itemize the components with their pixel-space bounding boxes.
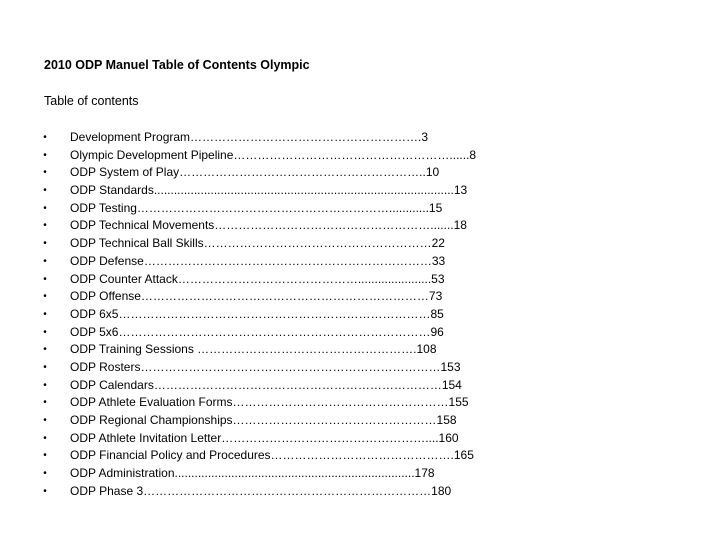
bullet-icon: • — [43, 308, 47, 320]
bullet-icon: • — [43, 485, 47, 497]
toc-entry-text: ODP Offense………………………………………………………………73 — [70, 289, 443, 304]
bullet-icon: • — [43, 149, 47, 161]
bullet-icon: • — [43, 273, 47, 285]
toc-entry-text: ODP System of Play……………………………………………………..10 — [70, 165, 440, 180]
toc-entry — [40, 235, 476, 253]
bullet-icon: • — [43, 185, 47, 197]
toc-entry-text: ODP Athlete Evaluation Forms………………………………………………155 — [70, 395, 469, 410]
toc-entry-text: ODP Financial Policy and Procedures……………………………………….165 — [70, 448, 474, 463]
toc-entry — [40, 412, 476, 430]
toc-entry-text: ODP Defense………………………………………………………………33 — [70, 253, 446, 268]
toc-entry-text: Development Program………………………………………………….3 — [70, 130, 429, 144]
toc-entry-text: ODP Rosters…………………………………………………………………153 — [70, 359, 461, 374]
toc-entry-text: ODP Athlete Invitation Letter……………………………………………....160 — [70, 430, 459, 445]
toc-entry — [40, 430, 476, 448]
toc-entry-text: ODP Counter Attack………………………………………......................53 — [70, 271, 445, 286]
toc-entry-text: ODP Regional Championships……………………………………………158 — [70, 413, 457, 427]
document-title: 2010 ODP Manuel Table of Contents Olympic — [44, 58, 310, 72]
bullet-icon: • — [43, 415, 47, 426]
toc-entry — [40, 253, 476, 271]
toc-entry — [40, 359, 476, 377]
toc-entry — [40, 217, 476, 235]
bullet-icon: • — [43, 379, 47, 391]
toc-entry — [40, 483, 476, 501]
toc-entry — [40, 182, 476, 200]
toc-entry-text: ODP Training Sessions ……………………………………………….108 — [70, 342, 437, 357]
toc-list — [40, 129, 476, 500]
toc-entry — [40, 447, 476, 465]
bullet-icon: • — [43, 167, 47, 179]
toc-entry-text: ODP Standards..........................................................................................13 — [70, 183, 468, 198]
toc-entry-text: ODP Technical Movements……………………………………………….......18 — [70, 218, 467, 233]
bullet-icon: • — [43, 432, 47, 444]
toc-entry — [40, 377, 476, 395]
toc-heading: Table of contents — [44, 94, 139, 108]
toc-entry — [40, 271, 476, 289]
bullet-icon: • — [43, 344, 47, 356]
toc-entry — [40, 465, 476, 483]
toc-entry-text: ODP Phase 3………………………………………………………………180 — [70, 483, 452, 498]
toc-entry — [40, 288, 476, 306]
toc-entry-text: ODP Testing………………………………………………………............15 — [70, 200, 443, 215]
bullet-icon: • — [43, 202, 47, 214]
toc-entry — [40, 164, 476, 182]
toc-entry — [40, 341, 476, 359]
toc-entry — [40, 147, 476, 165]
bullet-icon: • — [43, 326, 47, 338]
toc-entry — [40, 306, 476, 324]
bullet-icon: • — [43, 220, 47, 232]
toc-entry — [40, 200, 476, 218]
bullet-icon: • — [43, 132, 47, 143]
toc-entry-text: ODP Administration........................................................................178 — [70, 466, 435, 481]
toc-entry — [40, 324, 476, 342]
bullet-icon: • — [43, 361, 47, 373]
bullet-icon: • — [43, 255, 47, 267]
bullet-icon: • — [43, 291, 47, 303]
toc-entry — [40, 394, 476, 412]
toc-entry-text: ODP 6x5……………………………………………………………………85 — [70, 306, 444, 321]
bullet-icon: • — [43, 238, 47, 250]
toc-entry — [40, 129, 476, 147]
toc-entry-text: Olympic Development Pipeline………………………………………………......8 — [70, 147, 477, 162]
toc-entry-text: ODP 5x6……………………………………………………………………96 — [70, 324, 444, 339]
toc-entry-text: ODP Calendars………………………………………………………………154 — [70, 377, 462, 392]
bullet-icon: • — [43, 468, 47, 480]
bullet-icon: • — [43, 450, 47, 462]
bullet-icon: • — [43, 397, 47, 409]
toc-entry-text: ODP Technical Ball Skills…………………………………………………22 — [70, 236, 445, 251]
